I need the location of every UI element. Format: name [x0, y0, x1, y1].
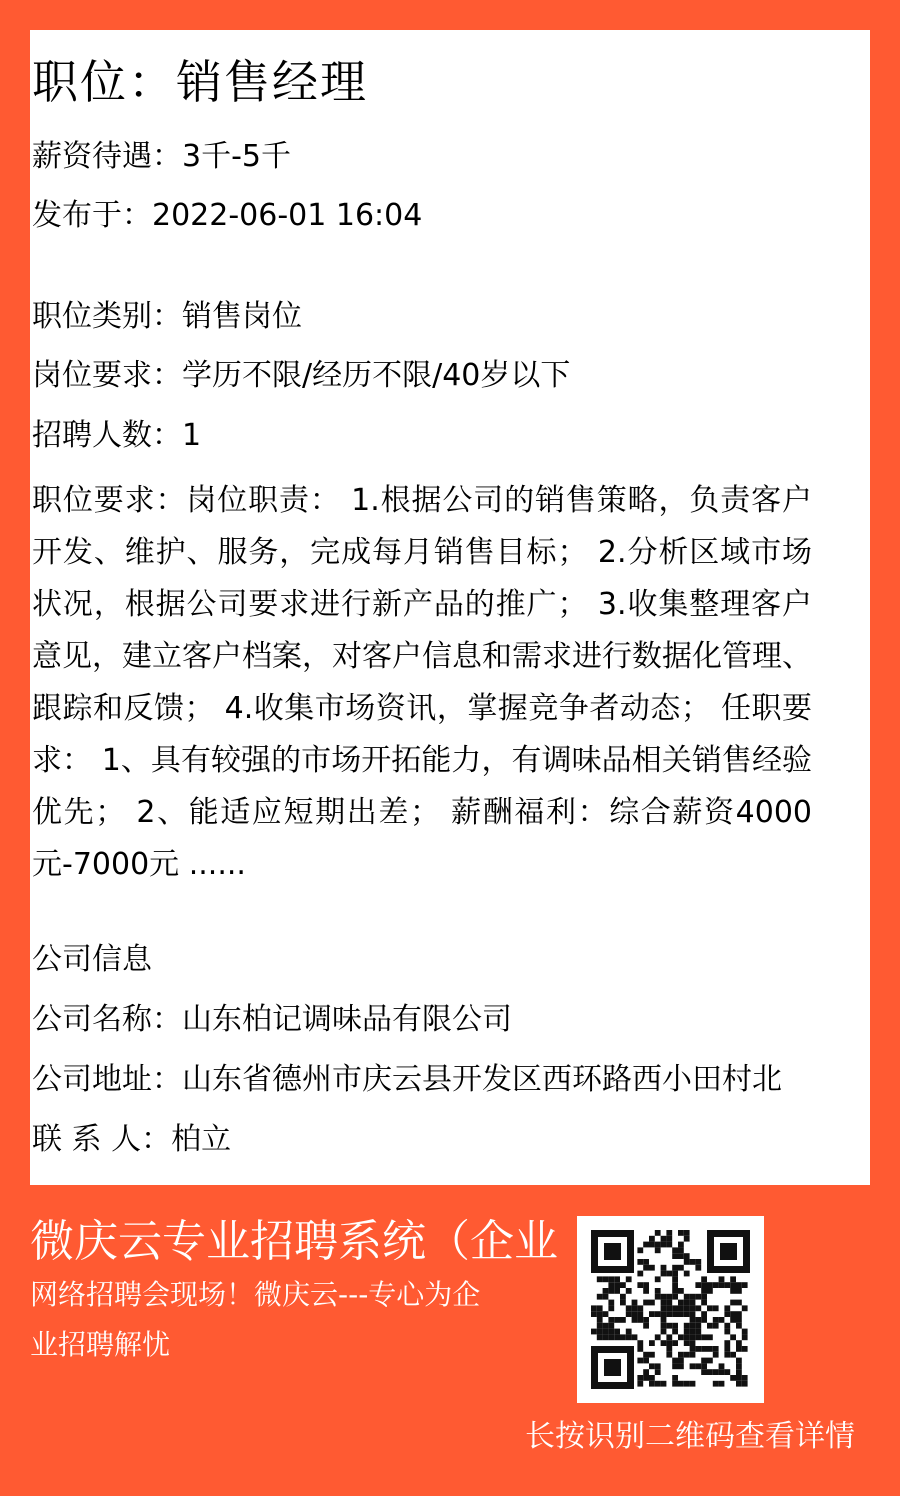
- qr-module: [666, 1305, 672, 1311]
- qr-module: [661, 1300, 667, 1306]
- qr-module: [649, 1375, 655, 1381]
- qr-module: [724, 1352, 730, 1358]
- qr-module: [736, 1346, 742, 1352]
- qr-module: [637, 1375, 643, 1381]
- qr-module: [672, 1265, 678, 1271]
- qr-module: [724, 1346, 730, 1352]
- qr-module: [672, 1381, 678, 1387]
- requirements-line: 岗位要求：学历不限/经历不限/40岁以下: [32, 358, 571, 393]
- qr-module: [690, 1259, 696, 1265]
- qr-module: [608, 1288, 614, 1294]
- qr-module: [614, 1282, 620, 1288]
- qr-module: [736, 1363, 742, 1369]
- qr-module: [661, 1323, 667, 1329]
- qr-module: [655, 1230, 661, 1236]
- qr-module: [736, 1288, 742, 1294]
- qr-module: [591, 1305, 597, 1311]
- qr-module: [637, 1259, 643, 1265]
- qr-module: [614, 1334, 620, 1340]
- qr-module: [620, 1317, 626, 1323]
- qr-module: [626, 1311, 632, 1317]
- qr-module: [672, 1323, 678, 1329]
- qr-module: [730, 1334, 736, 1340]
- qr-module: [678, 1352, 684, 1358]
- qr-module: [649, 1236, 655, 1242]
- qr-module: [608, 1334, 614, 1340]
- headcount-line: 招聘人数：1: [32, 418, 202, 453]
- qr-module: [637, 1282, 643, 1288]
- qr-module: [608, 1305, 614, 1311]
- qr-module: [690, 1334, 696, 1340]
- qr-module: [661, 1294, 667, 1300]
- qr-module: [620, 1300, 626, 1306]
- qr-module: [597, 1334, 603, 1340]
- qr-module: [597, 1305, 603, 1311]
- qr-module: [655, 1363, 661, 1369]
- footer-subtitle: 网络招聘会现场！微庆云---专心为企业招聘解忧: [30, 1278, 481, 1361]
- qr-module: [736, 1311, 742, 1317]
- qr-module: [597, 1276, 603, 1282]
- qr-module: [701, 1363, 707, 1369]
- qr-module: [666, 1242, 672, 1248]
- qr-module: [707, 1358, 713, 1364]
- qr-module: [603, 1329, 609, 1335]
- qr-module: [603, 1334, 609, 1340]
- qr-module: [678, 1247, 684, 1253]
- qr-module: [672, 1294, 678, 1300]
- qr-module: [724, 1340, 730, 1346]
- qr-code-icon: [577, 1216, 764, 1403]
- qr-module: [695, 1323, 701, 1329]
- qr-module: [719, 1282, 725, 1288]
- qr-module: [597, 1311, 603, 1317]
- qr-module: [597, 1317, 603, 1323]
- category-line: 职位类别：销售岗位: [32, 299, 302, 334]
- qr-module: [724, 1323, 730, 1329]
- qr-module: [724, 1311, 730, 1317]
- qr-module: [678, 1230, 684, 1236]
- qr-module: [608, 1329, 614, 1335]
- qr-module: [672, 1363, 678, 1369]
- qr-module: [614, 1288, 620, 1294]
- qr-module: [672, 1340, 678, 1346]
- qr-module: [655, 1381, 661, 1387]
- qr-module: [695, 1317, 701, 1323]
- qr-module: [666, 1340, 672, 1346]
- qr-module: [713, 1282, 719, 1288]
- qr-module: [713, 1352, 719, 1358]
- qr-module: [666, 1311, 672, 1317]
- qr-module: [591, 1329, 597, 1335]
- qr-module: [649, 1352, 655, 1358]
- qr-module: [614, 1329, 620, 1335]
- qr-module: [649, 1381, 655, 1387]
- qr-module: [742, 1334, 748, 1340]
- qr-module: [661, 1317, 667, 1323]
- qr-module: [684, 1236, 690, 1242]
- qr-module: [690, 1294, 696, 1300]
- qr-module: [655, 1311, 661, 1317]
- qr-module: [695, 1334, 701, 1340]
- job-title: 职位：销售经理: [32, 55, 368, 109]
- qr-module: [742, 1346, 748, 1352]
- qr-module: [724, 1282, 730, 1288]
- qr-module: [626, 1276, 632, 1282]
- qr-module: [603, 1276, 609, 1282]
- qr-module: [637, 1271, 643, 1277]
- qr-module: [736, 1369, 742, 1375]
- qr-module: [643, 1375, 649, 1381]
- job-description: 职位要求：岗位职责： 1.根据公司的销售策略，负责客户开发、维护、服务，完成每月销售目标； 2.分析区域市场状况，根据公司要求进行新产品的推广； 3.收集整理客户意见，建立客户档案，对客户信息和需求进行数据化管理、跟踪和反馈； 4.收集市场资讯，掌握竞争者动态； 任职要求： 1、具有较强的市场开拓能力，有调味品相关销售经验优先； 2、能适应短期出差； 薪酬福利：综合薪资4000元-7000元 ......: [32, 483, 812, 882]
- qr-module: [632, 1334, 638, 1340]
- qr-module: [701, 1294, 707, 1300]
- qr-module: [695, 1305, 701, 1311]
- qr-module: [690, 1300, 696, 1306]
- qr-module: [643, 1358, 649, 1364]
- qr-module: [666, 1346, 672, 1352]
- qr-module: [661, 1329, 667, 1335]
- qr-module: [672, 1247, 678, 1253]
- qr-module: [713, 1346, 719, 1352]
- qr-module: [742, 1375, 748, 1381]
- qr-module: [730, 1276, 736, 1282]
- qr-module: [649, 1363, 655, 1369]
- qr-module: [684, 1329, 690, 1335]
- qr-module: [707, 1369, 713, 1375]
- qr-module: [608, 1282, 614, 1288]
- qr-module: [637, 1358, 643, 1364]
- qr-module: [690, 1346, 696, 1352]
- qr-module: [684, 1294, 690, 1300]
- qr-module: [690, 1381, 696, 1387]
- qr-module: [608, 1300, 614, 1306]
- qr-module: [701, 1276, 707, 1282]
- qr-module: [707, 1282, 713, 1288]
- qr-module: [666, 1294, 672, 1300]
- qr-module: [678, 1363, 684, 1369]
- qr-module: [637, 1247, 643, 1253]
- qr-module: [655, 1247, 661, 1253]
- qr-module: [742, 1381, 748, 1387]
- qr-module: [643, 1282, 649, 1288]
- qr-module: [672, 1253, 678, 1259]
- qr-module: [643, 1369, 649, 1375]
- qr-module: [730, 1282, 736, 1288]
- qr-module: [603, 1311, 609, 1317]
- qr-module: [655, 1294, 661, 1300]
- qr-module: [719, 1276, 725, 1282]
- qr-module: [637, 1317, 643, 1323]
- qr-module: [620, 1282, 626, 1288]
- qr-module: [672, 1288, 678, 1294]
- qr-module: [626, 1334, 632, 1340]
- qr-module: [643, 1300, 649, 1306]
- qr-module: [684, 1271, 690, 1277]
- qr-module: [742, 1282, 748, 1288]
- qr-module: [666, 1236, 672, 1242]
- qr-module: [684, 1340, 690, 1346]
- qr-module: [690, 1305, 696, 1311]
- qr-module: [608, 1276, 614, 1282]
- qr-module: [637, 1340, 643, 1346]
- qr-module: [690, 1317, 696, 1323]
- qr-module: [684, 1334, 690, 1340]
- qr-module: [603, 1294, 609, 1300]
- qr-module: [678, 1288, 684, 1294]
- qr-module: [603, 1323, 609, 1329]
- qr-module: [713, 1323, 719, 1329]
- qr-module: [649, 1300, 655, 1306]
- posted-line: 发布于：2022-06-01 16:04: [32, 198, 423, 233]
- qr-module: [637, 1305, 643, 1311]
- qr-module: [690, 1323, 696, 1329]
- qr-module: [591, 1311, 597, 1317]
- qr-module: [730, 1317, 736, 1323]
- qr-module: [661, 1236, 667, 1242]
- qr-module: [742, 1305, 748, 1311]
- qr-module: [649, 1242, 655, 1248]
- qr-module: [666, 1230, 672, 1236]
- qr-module: [724, 1369, 730, 1375]
- qr-module: [724, 1305, 730, 1311]
- qr-module: [649, 1340, 655, 1346]
- qr-module: [701, 1288, 707, 1294]
- qr-module: [678, 1253, 684, 1259]
- qr-module: [655, 1334, 661, 1340]
- qr-module: [719, 1317, 725, 1323]
- qr-module: [672, 1375, 678, 1381]
- qr-module: [690, 1363, 696, 1369]
- company-contact: 联 系 人：柏立: [32, 1122, 232, 1157]
- qr-module: [701, 1369, 707, 1375]
- qr-module: [684, 1381, 690, 1387]
- qr-module: [736, 1300, 742, 1306]
- qr-module: [719, 1381, 725, 1387]
- qr-module: [730, 1300, 736, 1306]
- qr-module: [713, 1369, 719, 1375]
- qr-module: [672, 1282, 678, 1288]
- qr-module: [678, 1334, 684, 1340]
- qr-module: [695, 1329, 701, 1335]
- qr-module: [678, 1381, 684, 1387]
- qr-module: [597, 1329, 603, 1335]
- qr-module: [661, 1381, 667, 1387]
- qr-module: [701, 1334, 707, 1340]
- qr-module: [695, 1363, 701, 1369]
- qr-module: [701, 1311, 707, 1317]
- qr-module: [620, 1334, 626, 1340]
- qr-module: [719, 1369, 725, 1375]
- qr-module: [695, 1265, 701, 1271]
- qr-module: [684, 1253, 690, 1259]
- qr-module: [736, 1317, 742, 1323]
- qr-module: [632, 1300, 638, 1306]
- qr-module: [690, 1352, 696, 1358]
- qr-module: [672, 1358, 678, 1364]
- company-section-title: 公司信息: [32, 942, 152, 977]
- qr-module: [661, 1265, 667, 1271]
- qr-module: [608, 1323, 614, 1329]
- qr-module: [678, 1311, 684, 1317]
- qr-module: [701, 1358, 707, 1364]
- qr-module: [736, 1340, 742, 1346]
- qr-module: [620, 1294, 626, 1300]
- qr-module: [643, 1259, 649, 1265]
- salary-line: 薪资待遇：3千-5千: [32, 139, 291, 174]
- qr-module: [643, 1265, 649, 1271]
- qr-module: [666, 1300, 672, 1306]
- qr-module: [695, 1259, 701, 1265]
- qr-hint: 长按识别二维码查看详情: [525, 1419, 855, 1454]
- qr-module: [666, 1352, 672, 1358]
- qr-module: [701, 1317, 707, 1323]
- qr-module: [672, 1271, 678, 1277]
- qr-module: [690, 1329, 696, 1335]
- qr-module: [655, 1242, 661, 1248]
- qr-module: [678, 1242, 684, 1248]
- qr-module: [684, 1305, 690, 1311]
- qr-module: [666, 1334, 672, 1340]
- qr-module: [632, 1305, 638, 1311]
- company-name: 公司名称：山东柏记调味品有限公司: [32, 1002, 512, 1037]
- qr-module: [632, 1311, 638, 1317]
- qr-module: [608, 1317, 614, 1323]
- qr-module: [649, 1311, 655, 1317]
- qr-module: [695, 1346, 701, 1352]
- qr-module: [637, 1311, 643, 1317]
- qr-module: [643, 1352, 649, 1358]
- qr-module: [684, 1230, 690, 1236]
- qr-module: [684, 1323, 690, 1329]
- qr-module: [730, 1288, 736, 1294]
- qr-module: [707, 1334, 713, 1340]
- qr-module: [672, 1329, 678, 1335]
- qr-module: [742, 1329, 748, 1335]
- qr-module: [661, 1242, 667, 1248]
- qr-module: [713, 1317, 719, 1323]
- qr-module: [719, 1363, 725, 1369]
- qr-module: [614, 1276, 620, 1282]
- qr-module: [666, 1323, 672, 1329]
- qr-module: [736, 1282, 742, 1288]
- qr-module: [672, 1311, 678, 1317]
- qr-module: [736, 1375, 742, 1381]
- qr-module: [707, 1323, 713, 1329]
- qr-module: [707, 1346, 713, 1352]
- qr-module: [597, 1323, 603, 1329]
- qr-module: [655, 1369, 661, 1375]
- qr-module: [707, 1288, 713, 1294]
- qr-module: [684, 1259, 690, 1265]
- qr-module: [730, 1352, 736, 1358]
- qr-module: [701, 1282, 707, 1288]
- qr-module: [603, 1288, 609, 1294]
- qr-module: [637, 1381, 643, 1387]
- qr-module: [649, 1265, 655, 1271]
- qr-module: [678, 1300, 684, 1306]
- qr-module: [626, 1305, 632, 1311]
- qr-module: [724, 1329, 730, 1335]
- qr-module: [684, 1352, 690, 1358]
- qr-module: [626, 1288, 632, 1294]
- qr-module: [643, 1288, 649, 1294]
- qr-module: [661, 1340, 667, 1346]
- qr-module: [690, 1340, 696, 1346]
- qr-module: [730, 1311, 736, 1317]
- qr-module: [684, 1300, 690, 1306]
- qr-module: [632, 1317, 638, 1323]
- qr-module: [678, 1305, 684, 1311]
- qr-code[interactable]: [577, 1216, 764, 1403]
- qr-module: [736, 1358, 742, 1364]
- qr-module: [701, 1300, 707, 1306]
- qr-module: [637, 1346, 643, 1352]
- qr-module: [713, 1381, 719, 1387]
- qr-module: [666, 1271, 672, 1277]
- qr-module: [736, 1323, 742, 1329]
- qr-module: [597, 1294, 603, 1300]
- qr-module: [643, 1242, 649, 1248]
- qr-module: [655, 1276, 661, 1282]
- qr-module: [707, 1305, 713, 1311]
- qr-module: [678, 1358, 684, 1364]
- company-address: 公司地址：山东省德州市庆云县开发区西环路西小田村北: [32, 1062, 782, 1097]
- qr-module: [678, 1265, 684, 1271]
- qr-module: [661, 1271, 667, 1277]
- qr-module: [684, 1311, 690, 1317]
- qr-module: [661, 1311, 667, 1317]
- qr-module: [672, 1305, 678, 1311]
- qr-module: [701, 1346, 707, 1352]
- qr-module: [713, 1305, 719, 1311]
- qr-module: [655, 1288, 661, 1294]
- qr-module: [736, 1381, 742, 1387]
- footer-title: 微庆云专业招聘系统（企业: [30, 1216, 558, 1267]
- qr-module: [614, 1317, 620, 1323]
- qr-module: [695, 1294, 701, 1300]
- qr-module: [690, 1311, 696, 1317]
- qr-module: [672, 1276, 678, 1282]
- qr-module: [661, 1305, 667, 1311]
- qr-module: [695, 1282, 701, 1288]
- qr-module: [626, 1329, 632, 1335]
- qr-module: [730, 1375, 736, 1381]
- qr-module: [643, 1317, 649, 1323]
- qr-module: [643, 1323, 649, 1329]
